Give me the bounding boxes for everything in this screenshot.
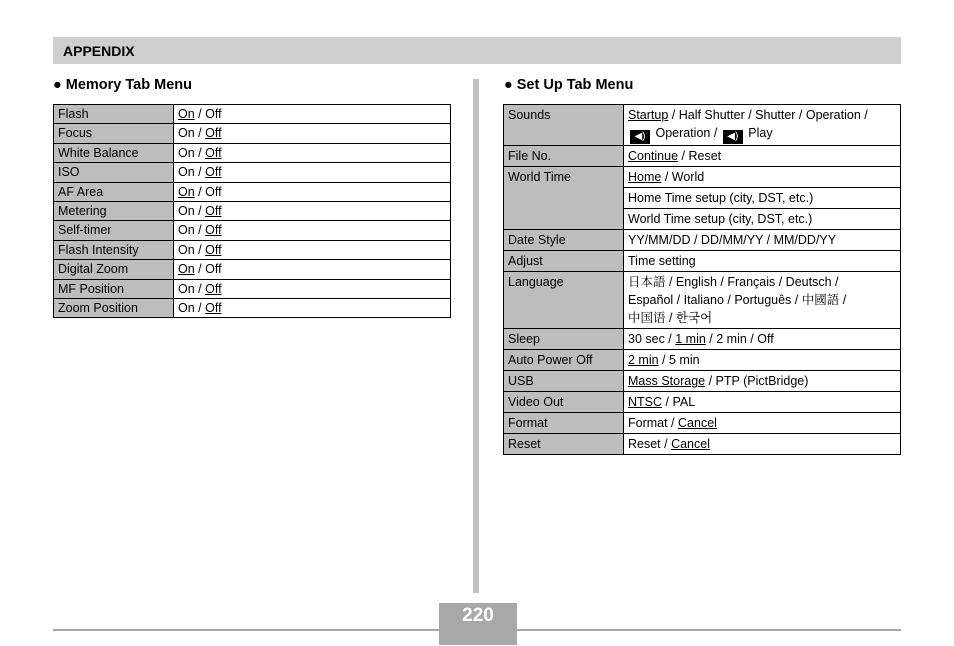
setting-options: Mass Storage / PTP (PictBridge) <box>624 371 901 392</box>
page-number: 220 <box>439 603 517 629</box>
table-row <box>504 146 901 167</box>
setting-options: On / Off <box>174 260 451 279</box>
page-section-title: APPENDIX <box>63 43 135 59</box>
table-row <box>504 167 901 188</box>
table-row <box>54 298 451 317</box>
setting-label: World Time <box>504 167 624 230</box>
setting-label: Focus <box>54 124 174 143</box>
setting-label: Sounds <box>504 105 624 146</box>
setting-options: Home Time setup (city, DST, etc.) <box>624 188 901 209</box>
setting-label: Date Style <box>504 230 624 251</box>
memory-tab-menu-heading: ● Memory Tab Menu <box>53 77 192 93</box>
appendix-header-bar <box>53 37 901 64</box>
table-row <box>504 329 901 350</box>
setting-label: Auto Power Off <box>504 350 624 371</box>
setting-label: Video Out <box>504 392 624 413</box>
table-row <box>54 201 451 220</box>
speaker-icon: ◀) <box>723 130 743 144</box>
memory-tab-menu-table <box>53 104 451 318</box>
setting-options: 日本語 / English / Français / Deutsch / Español / Italiano / Português / 中國語 / 中国语 / 한국어 <box>624 272 901 329</box>
table-row <box>504 251 901 272</box>
table-row <box>54 260 451 279</box>
table-row <box>504 272 901 329</box>
setting-label: Flash Intensity <box>54 240 174 259</box>
table-row <box>54 124 451 143</box>
setting-label: File No. <box>504 146 624 167</box>
setting-label: MF Position <box>54 279 174 298</box>
table-row <box>504 371 901 392</box>
setting-options: On / Off <box>174 163 451 182</box>
setting-label: Digital Zoom <box>54 260 174 279</box>
speaker-icon: ◀) <box>630 130 650 144</box>
table-row <box>54 143 451 162</box>
setting-label: White Balance <box>54 143 174 162</box>
setting-label: Adjust <box>504 251 624 272</box>
setting-label: Sleep <box>504 329 624 350</box>
setting-options: Time setting <box>624 251 901 272</box>
column-divider <box>473 79 479 593</box>
bullet-icon: ● <box>504 77 513 93</box>
setting-label: Reset <box>504 434 624 455</box>
setting-options: 2 min / 5 min <box>624 350 901 371</box>
table-row <box>504 230 901 251</box>
set-up-tab-menu-heading: ● Set Up Tab Menu <box>504 77 634 93</box>
setting-options: On / Off <box>174 201 451 220</box>
table-row <box>54 279 451 298</box>
table-row <box>54 240 451 259</box>
setting-label: Zoom Position <box>54 298 174 317</box>
setting-label: ISO <box>54 163 174 182</box>
table-row <box>504 350 901 371</box>
setting-options: 30 sec / 1 min / 2 min / Off <box>624 329 901 350</box>
table-row <box>54 182 451 201</box>
setting-options: Reset / Cancel <box>624 434 901 455</box>
setting-options: On / Off <box>174 124 451 143</box>
setting-options: On / Off <box>174 279 451 298</box>
setting-label: Metering <box>54 201 174 220</box>
setting-options: On / Off <box>174 105 451 124</box>
setting-options: On / Off <box>174 182 451 201</box>
setting-options: Continue / Reset <box>624 146 901 167</box>
table-row <box>504 105 901 146</box>
setting-label: AF Area <box>54 182 174 201</box>
setting-options: Home / World <box>624 167 901 188</box>
bullet-icon: ● <box>53 77 62 93</box>
setting-label: Language <box>504 272 624 329</box>
setting-options: On / Off <box>174 240 451 259</box>
table-row <box>504 413 901 434</box>
setting-options: Startup / Half Shutter / Shutter / Operation / ◀) Operation / ◀) Play <box>624 105 901 146</box>
setting-options: On / Off <box>174 143 451 162</box>
table-row <box>54 105 451 124</box>
setting-options: On / Off <box>174 221 451 240</box>
setting-label: USB <box>504 371 624 392</box>
table-row <box>54 221 451 240</box>
setting-options: YY/MM/DD / DD/MM/YY / MM/DD/YY <box>624 230 901 251</box>
setting-options: On / Off <box>174 298 451 317</box>
table-row <box>504 392 901 413</box>
setting-options: World Time setup (city, DST, etc.) <box>624 209 901 230</box>
set-up-tab-menu-table <box>503 104 901 455</box>
table-row <box>504 434 901 455</box>
setting-options: Format / Cancel <box>624 413 901 434</box>
setting-label: Flash <box>54 105 174 124</box>
page-number-tab <box>439 631 517 645</box>
setting-options: NTSC / PAL <box>624 392 901 413</box>
setting-label: Format <box>504 413 624 434</box>
table-row <box>54 163 451 182</box>
setting-label: Self-timer <box>54 221 174 240</box>
